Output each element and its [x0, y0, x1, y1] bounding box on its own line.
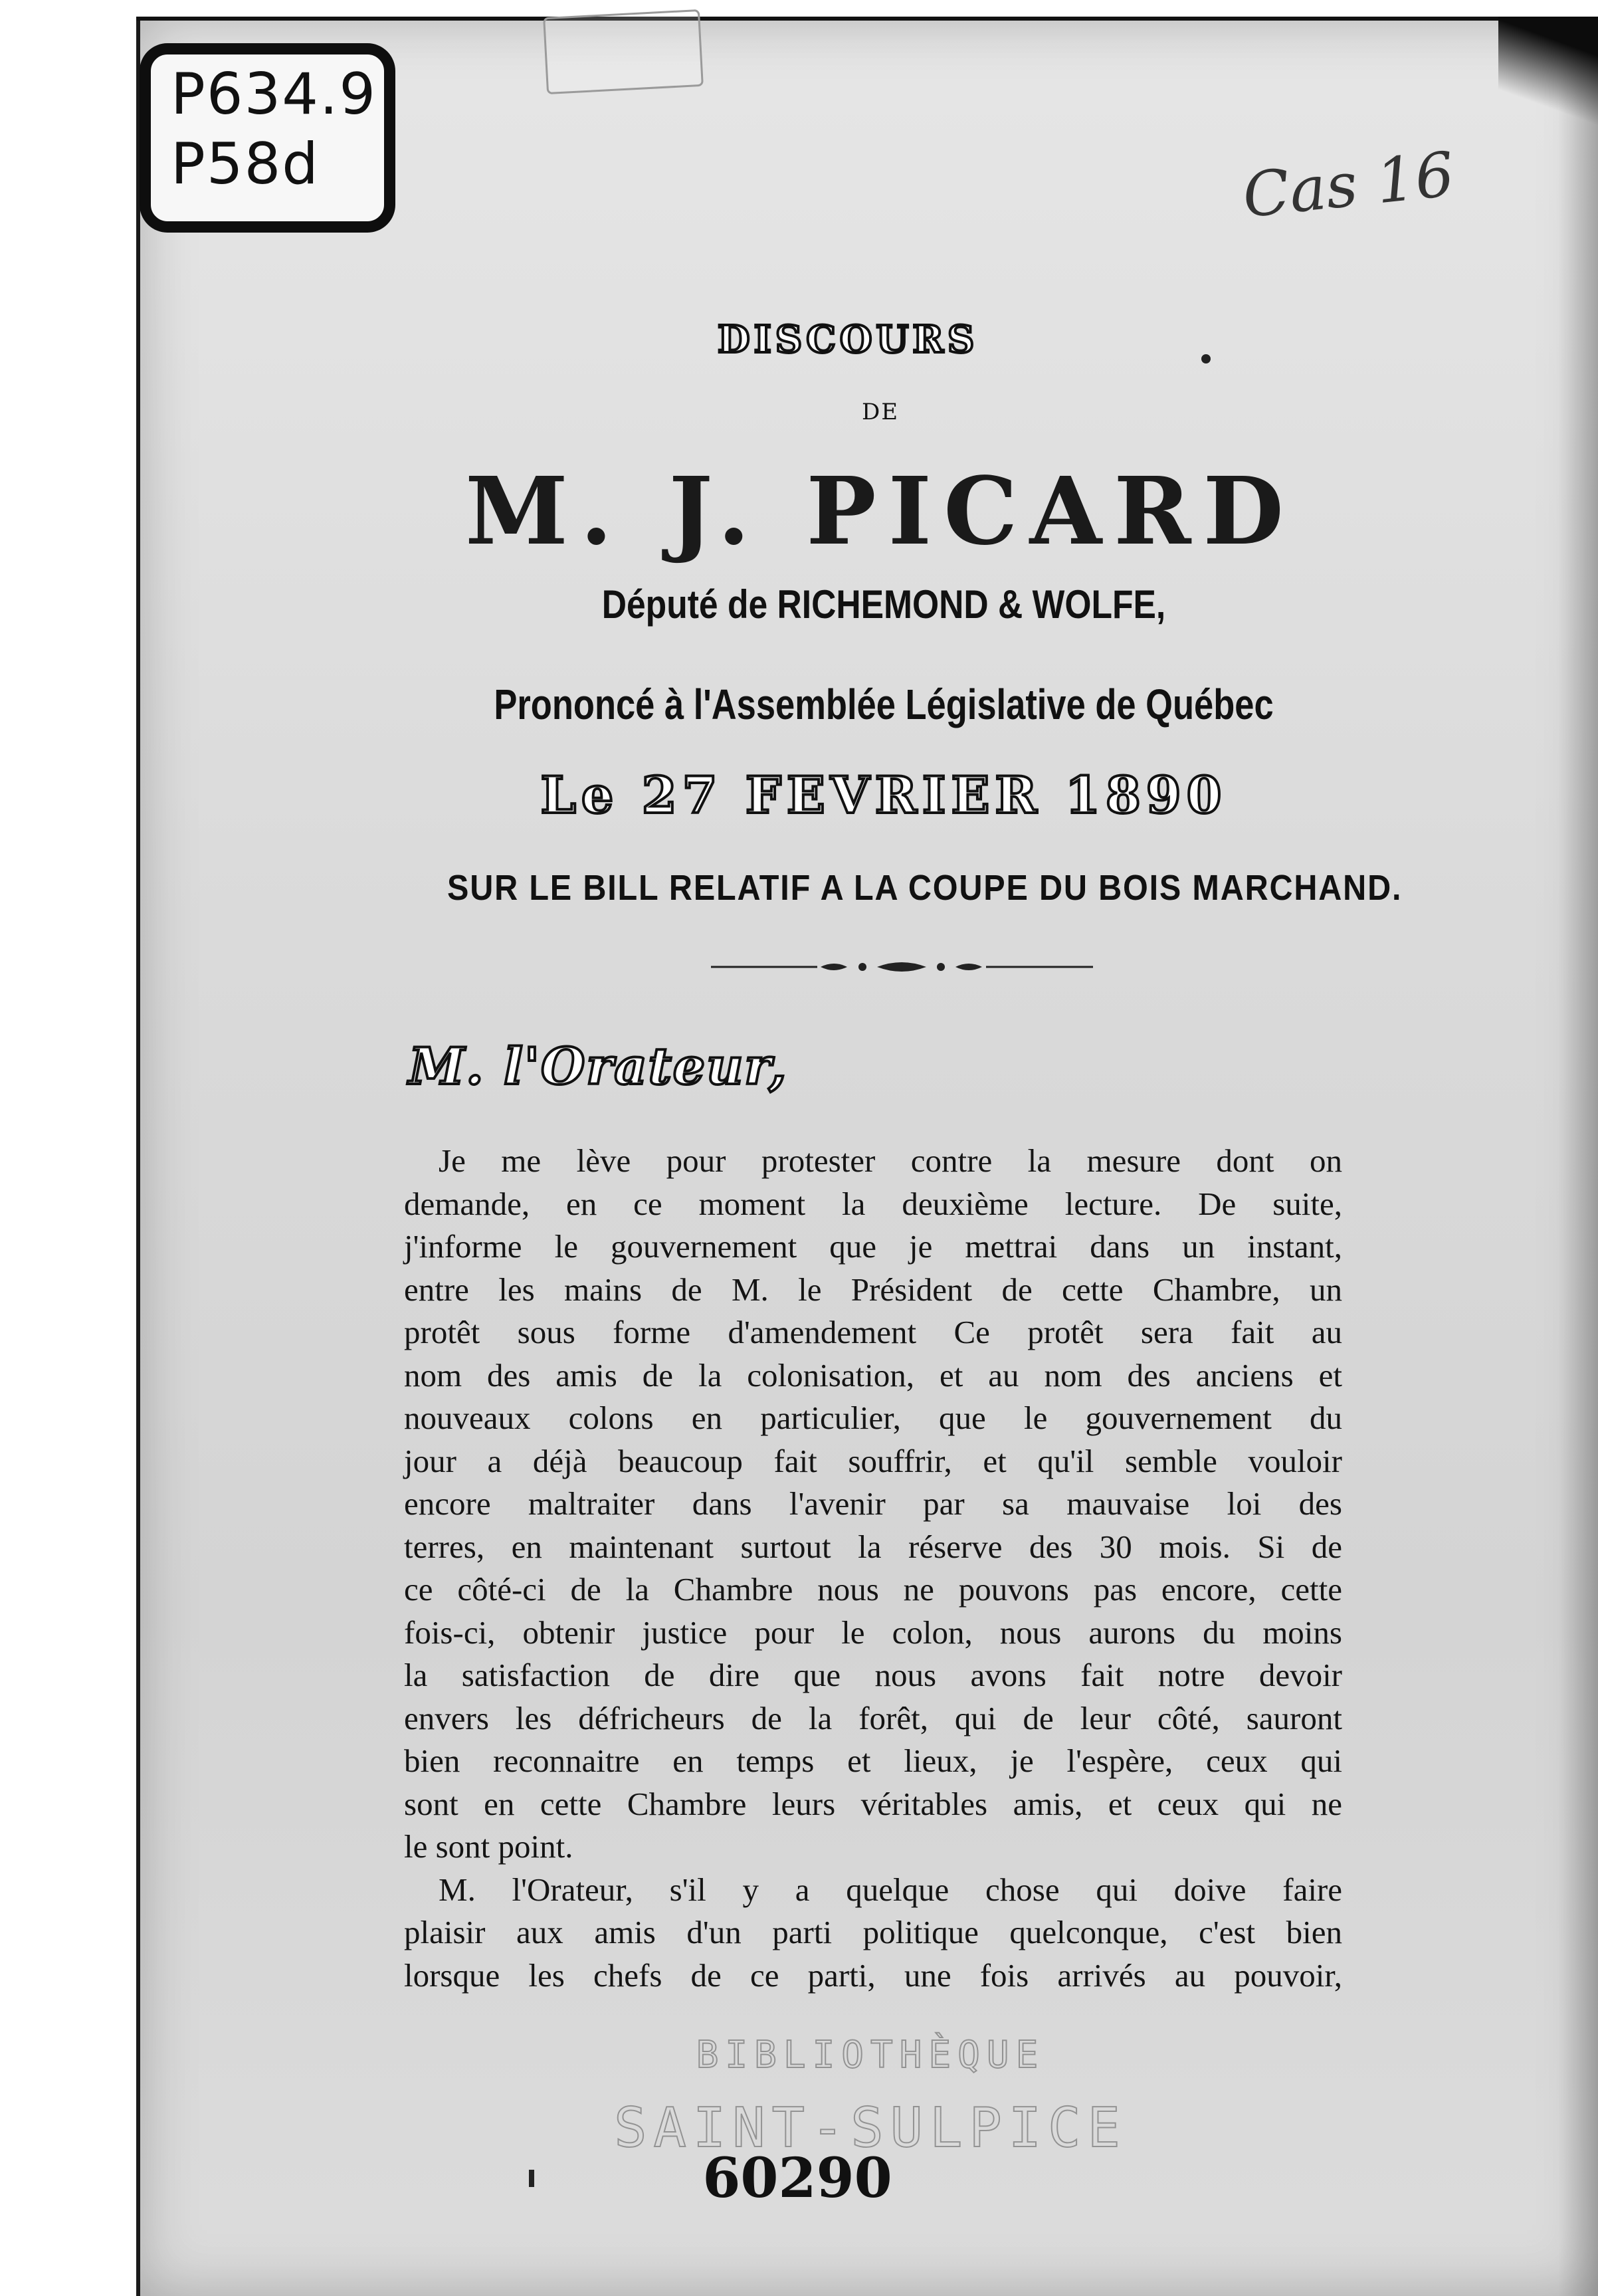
body-line: j'informe le gouvernement que je mettrai dans un instant, — [404, 1228, 1342, 1265]
body-line: demande, en ce moment la deuxième lecture. De suite, — [404, 1185, 1342, 1222]
body-line: protêt sous forme d'amendement Ce protêt sera fait au — [404, 1314, 1342, 1350]
body-line: encore maltraiter dans l'avenir par sa mauvaise loi des — [404, 1485, 1342, 1522]
ornamental-rule — [711, 959, 1093, 975]
title-preposition: DE — [862, 399, 900, 425]
catalog-number: 60290 — [702, 2146, 892, 2210]
speaker-riding: Député de RICHEMOND & WOLFE, — [601, 582, 1166, 627]
speech-body — [404, 1140, 1342, 1997]
body-line: ce côté-ci de la Chambre nous ne pouvons pas encore, cette — [404, 1571, 1342, 1608]
body-line: nom des amis de la colonisation, et au nom des anciens et — [404, 1356, 1342, 1394]
tape-mark — [543, 9, 704, 94]
ink-dot — [1201, 354, 1211, 364]
torn-corner — [1498, 17, 1598, 136]
call-number-line-2: P58d — [171, 131, 320, 197]
speech-subject: SUR LE BILL RELATIF A LA COUPE DU BOIS MARCHAND. — [447, 868, 1403, 908]
call-number-label — [140, 43, 395, 233]
body-line: sont en cette Chambre leurs véritables amis, et ceux qui ne — [404, 1785, 1342, 1822]
page-edge — [136, 17, 140, 2296]
stamp-line-1: BIBLIOTHÈQUE — [696, 2034, 1045, 2077]
body-line: plaisir aux amis d'un parti politique quelconque, c'est bien — [404, 1914, 1342, 1950]
page-top-edge — [136, 17, 1598, 21]
body-line: nouveaux colons en particulier, que le gouvernement du — [404, 1400, 1342, 1436]
document-title: DISCOURS — [718, 318, 979, 362]
scan-margin — [0, 0, 136, 2296]
stamp-line-2: SAINT-SULPICE — [614, 2097, 1127, 2160]
body-line: fois-ci, obtenir justice pour le colon, nous aurons du moins — [404, 1614, 1342, 1651]
speaker-name: M. J. PICARD — [465, 457, 1296, 566]
body-line: Je me lève pour protester contre la mesure dont on — [439, 1142, 1342, 1179]
body-line: le sont point. — [404, 1828, 573, 1865]
page-right-shadow — [1558, 17, 1598, 2296]
salutation: M. l'Orateur, — [409, 1037, 788, 1096]
speech-date: Le 27 FEVRIER 1890 — [540, 766, 1227, 825]
body-line: bien reconnaitre en temps et lieux, je l'espère, ceux qui — [404, 1742, 1342, 1779]
ink-mark — [529, 2170, 534, 2187]
body-line: entre les mains de M. le Président de cette Chambre, un — [404, 1271, 1342, 1308]
body-line: M. l'Orateur, s'il y a quelque chose qui doive faire — [439, 1871, 1342, 1908]
body-line: envers les défricheurs de la forêt, qui de leur côté, sauront — [404, 1699, 1342, 1736]
call-number-line-1: P634.9 — [171, 61, 377, 128]
body-line: lorsque les chefs de ce parti, une fois arrivés au pouvoir, — [404, 1956, 1342, 1994]
body-line: la satisfaction de dire que nous avons fait notre devoir — [404, 1657, 1342, 1693]
speech-venue: Prononcé à l'Assemblée Législative de Québec — [494, 680, 1274, 728]
handwritten-note: Cas 16 — [1239, 138, 1458, 232]
body-line: jour a déjà beaucoup fait souffrir, et qu'il semble vouloir — [404, 1442, 1342, 1479]
body-line: terres, en maintenant surtout la réserve des 30 mois. Si de — [404, 1528, 1342, 1565]
